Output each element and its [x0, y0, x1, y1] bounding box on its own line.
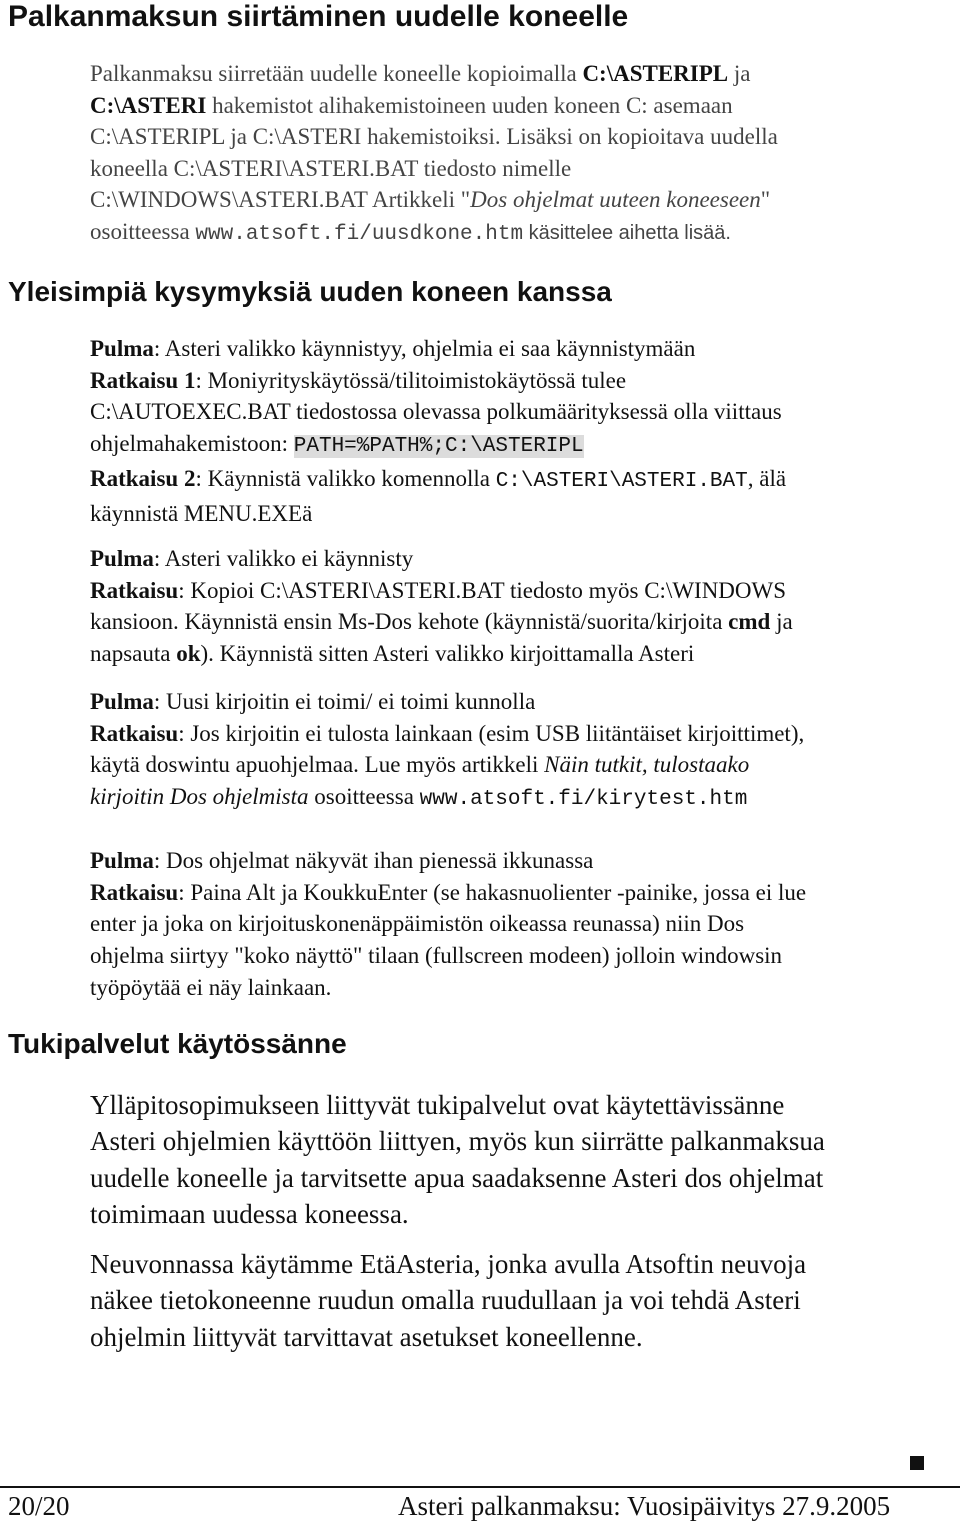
faq-line: työpöytää ei näy lainkaan. — [90, 974, 332, 1000]
ratkaisu-label: Ratkaisu 2 — [90, 465, 196, 491]
intro-line: C:\ASTERIPL ja C:\ASTERI hakemistoiksi. Lisäksi on kopioitava uudella — [90, 124, 778, 149]
ratkaisu-label: Ratkaisu — [90, 577, 179, 603]
ok-keyword: ok — [176, 641, 201, 667]
ratkaisu-text: : Jos kirjoitin ei tulosta lainkaan (esim USB liitäntäiset kirjoittimet), — [178, 720, 805, 746]
faq-line — [90, 606, 950, 638]
intro-line — [90, 216, 950, 251]
ratkaisu-text: ). Käynnistä sitten Asteri valikko kirjoittamalla Asteri — [200, 641, 695, 667]
intro-line: koneella C:\ASTERI\ASTERI.BAT tiedosto nimelle — [90, 155, 572, 181]
intro-line — [90, 58, 950, 90]
support-heading: Tukipalvelut käytössänne — [8, 1028, 347, 1059]
intro-text: käsittelee aihetta lisää. — [523, 221, 731, 244]
support-line: Ylläpitosopimukseen liittyvät tukipalvelut ovat käytettävissänne — [90, 1090, 785, 1120]
faq-line — [90, 333, 950, 365]
ratkaisu-text: : Moniyrityskäytössä/tilitoimistokäytössä tulee — [195, 367, 627, 393]
intro-text: C:\WINDOWS\ASTERI.BAT Artikkeli " — [90, 187, 471, 212]
support-line: Neuvonnassa käytämme EtäAsteria, jonka avulla Atsoftin neuvoja — [90, 1249, 807, 1279]
faq-item-1 — [90, 333, 950, 529]
intro-text: hakemistot alihakemistoineen uuden koneen C: asemaan — [206, 92, 733, 118]
pulma-text: : Asteri valikko ei käynnisty — [153, 546, 414, 571]
pulma-text: : Uusi kirjoitin ei toimi/ ei toimi kunnolla — [153, 689, 536, 714]
ratkaisu-text: ja — [770, 609, 793, 635]
path-command: PATH=%PATH%;C:\ASTERIPL — [293, 435, 584, 459]
faq-line — [90, 365, 950, 397]
support-line: ohjelmin liittyvät tarvittavat asetukset koneellenne. — [90, 1321, 643, 1352]
article-title: Näin tutkit, tulostaako — [544, 752, 750, 778]
faq-line — [90, 845, 950, 877]
support-line: Asteri ohjelmien käyttöön liittyen, myös kun siirrätte palkanmaksua — [90, 1126, 825, 1157]
ratkaisu-text: , älä — [747, 465, 787, 491]
path-asteripl: C:\ASTERIPL — [582, 61, 729, 86]
ratkaisu-text: : Kopioi C:\ASTERI\ASTERI.BAT tiedosto myös C:\WINDOWS — [178, 577, 787, 603]
faq-heading: Yleisimpiä kysymyksiä uuden koneen kanssa — [8, 276, 612, 307]
pulma-label: Pulma — [90, 689, 154, 714]
intro-line — [90, 184, 950, 216]
support-line: uudelle koneelle ja tarvitsette apua saadaksenne Asteri dos ohjelmat — [90, 1162, 824, 1193]
intro-line — [90, 90, 950, 122]
pulma-label: Pulma — [90, 336, 154, 361]
faq-line — [90, 718, 950, 750]
faq-line — [90, 638, 950, 670]
article-title: Dos ohjelmat uuteen koneeseen — [470, 187, 761, 212]
pulma-label: Pulma — [90, 546, 154, 571]
cmd-keyword: cmd — [728, 609, 771, 635]
pulma-text: : Dos ohjelmat näkyvät ihan pienessä ikkunassa — [153, 848, 594, 873]
article-title: kirjoitin Dos ohjelmista — [90, 784, 309, 810]
faq-line: käynnistä MENU.EXEä — [90, 500, 313, 526]
faq-line: ohjelma siirtyy "koko näyttö" tilaan (fullscreen modeen) jolloin windowsin — [90, 943, 783, 969]
intro-paragraph — [90, 58, 950, 250]
footer-divider — [0, 1486, 960, 1488]
support-line: näkee tietokoneenne ruudun omalla ruudullaan ja voi tehdä Asteri — [90, 1285, 801, 1316]
end-marker-square — [910, 1456, 924, 1470]
intro-text: osoitteessa — [90, 218, 196, 244]
faq-line — [90, 877, 950, 909]
faq-line — [90, 428, 950, 463]
faq-line — [90, 463, 950, 498]
faq-line — [90, 781, 950, 816]
faq-line — [90, 543, 950, 575]
ratkaisu-label: Ratkaisu — [90, 720, 179, 746]
page-title: Palkanmaksun siirtäminen uudelle koneelle — [8, 0, 629, 33]
faq-line — [90, 575, 950, 607]
faq-line — [90, 686, 950, 718]
path-asteri: C:\ASTERI — [90, 92, 207, 118]
article-url[interactable]: www.atsoft.fi/uusdkone.htm — [195, 222, 524, 246]
faq-line: C:\AUTOEXEC.BAT tiedostossa olevassa polkumäärityksessä olla viittaus — [90, 399, 782, 425]
pulma-text: : Asteri valikko käynnistyy, ohjelmia ei saa käynnistymään — [153, 336, 696, 361]
footer-title: Asteri palkanmaksu: Vuosipäivitys 27.9.2005 — [398, 1491, 891, 1521]
faq-line: enter ja joka on kirjoituskonenäppäimistön oikeassa reunassa) niin Dos — [90, 911, 745, 937]
faq-item-3 — [90, 686, 950, 816]
ratkaisu-text: : Käynnistä valikko komennolla — [195, 465, 496, 491]
support-paragraph-2 — [90, 1246, 950, 1355]
ratkaisu-text: kansioon. Käynnistä ensin Ms-Dos kehote (käynnistä/suorita/kirjoita — [90, 609, 729, 635]
ratkaisu-label: Ratkaisu 1 — [90, 367, 196, 393]
pulma-label: Pulma — [90, 848, 154, 873]
bat-command: C:\ASTERI\ASTERI.BAT — [495, 469, 748, 493]
intro-text: ja — [728, 61, 751, 86]
faq-item-2 — [90, 543, 950, 670]
ratkaisu-text: : Paina Alt ja KoukkuEnter (se hakasnuolienter -painike, jossa ei lue — [178, 879, 807, 905]
ratkaisu-text: ohjelmahakemistoon: — [90, 431, 294, 457]
support-line: toimimaan uudessa koneessa. — [90, 1198, 409, 1229]
ratkaisu-label: Ratkaisu — [90, 879, 179, 905]
page-number: 20/20 — [8, 1491, 70, 1521]
article-url[interactable]: www.atsoft.fi/kirytest.htm — [419, 788, 748, 812]
intro-text: Palkanmaksu siirretään uudelle koneelle kopioimalla — [90, 61, 583, 86]
ratkaisu-text: napsauta — [90, 641, 177, 667]
support-paragraph-1 — [90, 1087, 950, 1232]
faq-item-4 — [90, 845, 950, 1004]
intro-text: " — [760, 187, 771, 212]
ratkaisu-text: osoitteessa — [308, 784, 420, 810]
faq-line — [90, 749, 950, 781]
ratkaisu-text: käytä doswintu apuohjelmaa. Lue myös artikkeli — [90, 752, 545, 778]
